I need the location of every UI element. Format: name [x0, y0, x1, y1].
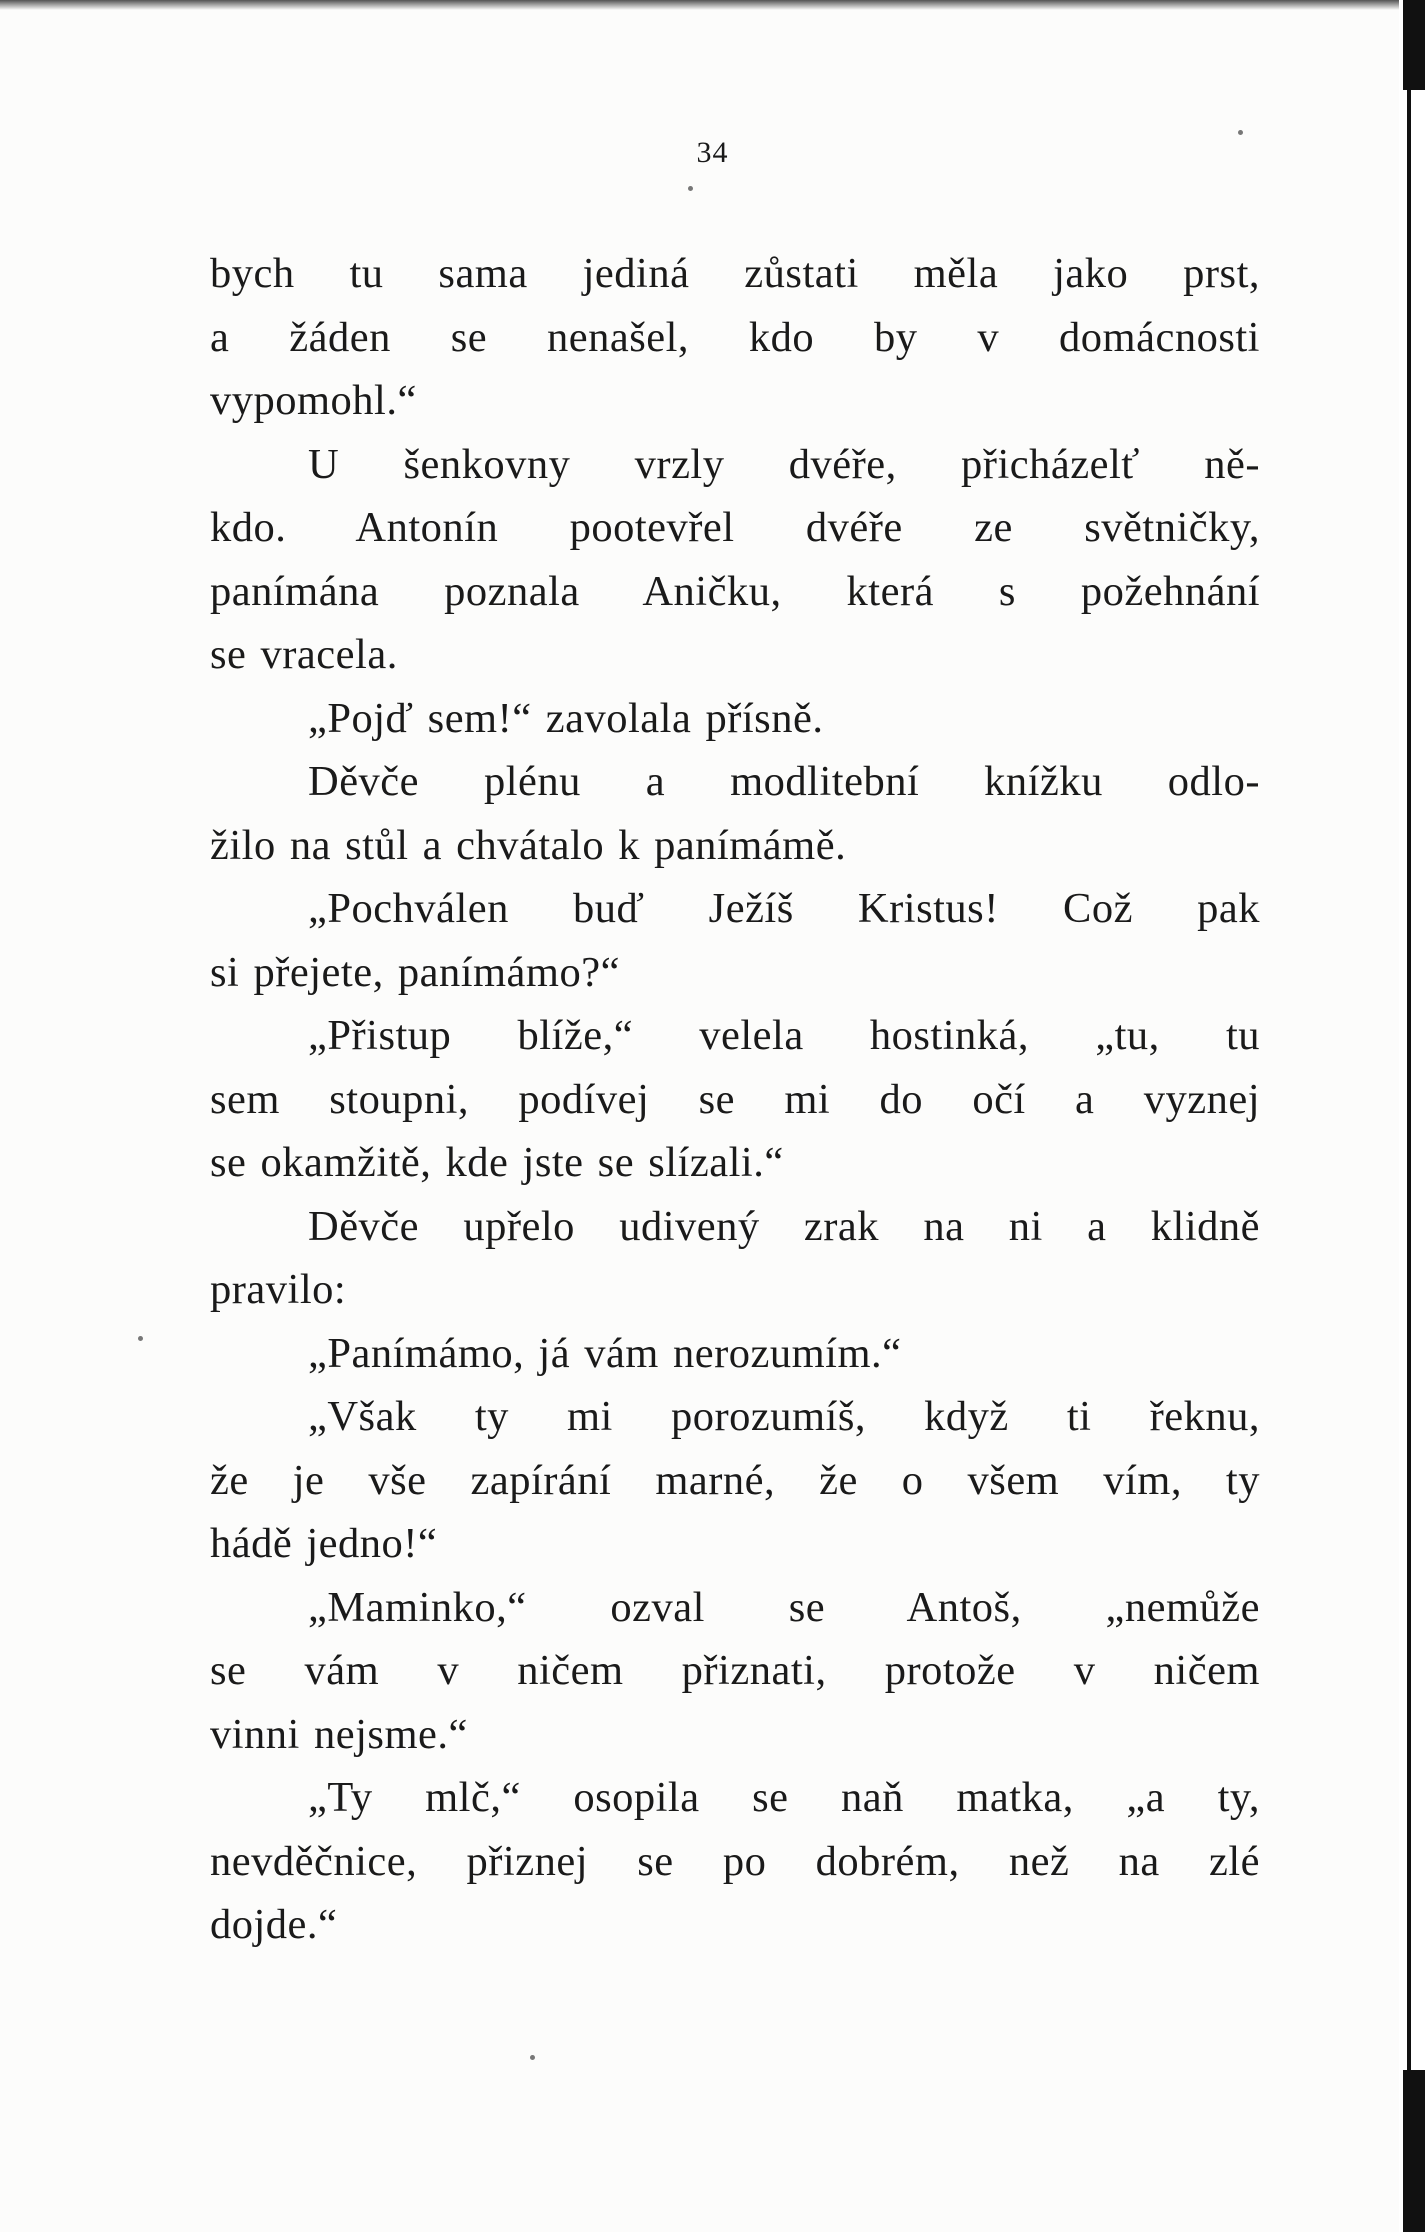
text-line: hádě jedno!“: [210, 1520, 438, 1567]
text-line: U šenkovny vrzly dvéře, přicházelť ně-: [308, 440, 1260, 488]
page-top-edge: [0, 0, 1425, 10]
text-line: kdo. Antonín pootevřel dvéře ze světničky,: [210, 504, 1260, 551]
text-line: „Přistup blíže,“ velela hostinká, „tu, tu: [308, 1012, 1260, 1059]
text-line: a žáden se nenašel, kdo by v domácnosti: [210, 313, 1260, 361]
text-line: nevděčnice, přiznej se po dobrém, než na zlé: [210, 1837, 1260, 1885]
text-line: „Maminko,“ ozval se Antoš, „nemůže: [308, 1583, 1260, 1631]
text-line: panímána poznala Aničku, která s požehnání: [210, 567, 1260, 615]
text-line: Děvče plénu a modlitební knížku odlo-: [308, 758, 1260, 805]
page-right-margin: [1399, 0, 1425, 2232]
text-line: „Však ty mi porozumíš, když ti řeknu,: [308, 1393, 1260, 1440]
text-line: vypomohl.“: [210, 377, 417, 424]
text-line: se vracela.: [210, 631, 398, 678]
text-line: „Panímámo, já vám nerozumím.“: [308, 1329, 902, 1377]
text-line: se vám v ničem přiznati, protože v ničem: [210, 1647, 1260, 1694]
page-number: 34: [696, 136, 729, 169]
text-line: sem stoupni, podívej se mi do očí a vyznej: [210, 1075, 1260, 1123]
text-line: si přejete, panímámo?“: [210, 948, 620, 996]
binding-shadow: [1403, 0, 1425, 90]
text-line: „Pojď sem!“ zavolala přísně.: [308, 694, 824, 742]
text-line: pravilo:: [210, 1266, 347, 1313]
body-text: [210, 242, 1260, 1957]
text-line: vinni nejsme.“: [210, 1710, 468, 1758]
print-speck: [1238, 130, 1243, 135]
text-line: „Pochválen buď Ježíš Kristus! Což pak: [308, 885, 1260, 932]
text-line: že je vše zapírání marné, že o všem vím, ty: [210, 1456, 1260, 1504]
print-speck: [138, 1336, 143, 1341]
text-line: bych tu sama jediná zůstati měla jako prst,: [210, 250, 1260, 297]
binding-shadow: [1403, 2070, 1425, 2232]
print-speck: [688, 186, 693, 191]
text-line: dojde.“: [210, 1901, 338, 1948]
text-line: se okamžitě, kde jste se slízali.“: [210, 1139, 784, 1186]
print-speck: [530, 2055, 535, 2060]
binding-edge-line: [1407, 0, 1411, 2232]
text-line: „Ty mlč,“ osopila se naň matka, „a ty,: [308, 1774, 1260, 1821]
text-line: žilo na stůl a chvátalo k panímámě.: [210, 821, 847, 869]
text-line: Děvče upřelo udivený zrak na ni a klidně: [308, 1202, 1260, 1250]
